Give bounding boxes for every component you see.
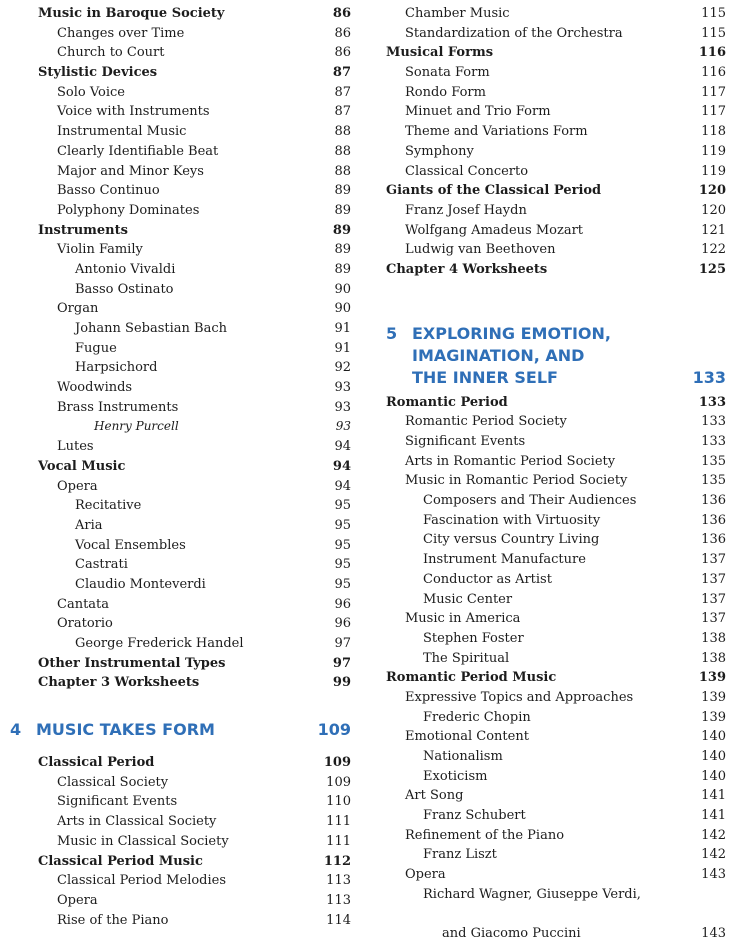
toc-entry	[38, 536, 351, 556]
toc-entry	[386, 668, 726, 688]
toc-entry	[386, 162, 726, 182]
toc-entry-title: Castrati	[75, 557, 128, 573]
toc-entry	[386, 747, 726, 767]
toc-entry-title: Stephen Foster	[423, 630, 524, 646]
toc-entry	[38, 832, 351, 852]
chapter-4-heading	[10, 719, 351, 741]
toc-entry-page: 86	[334, 45, 351, 61]
toc-entry-title: Vocal Music	[38, 458, 126, 474]
chapter-number: 4	[10, 720, 22, 740]
toc-entry	[38, 24, 351, 44]
toc-entry-title: City versus Country Living	[423, 532, 600, 548]
toc-entry-title: George Frederick Handel	[75, 636, 244, 651]
toc-entry	[38, 595, 351, 615]
toc-entry-page: 135	[701, 473, 726, 489]
toc-entry-page: 111	[326, 814, 351, 830]
toc-entry-page: 88	[334, 124, 351, 140]
toc-entry-page: 93	[335, 419, 351, 434]
toc-entry-page: 91	[334, 321, 351, 336]
chapter-page-number: 109	[317, 720, 351, 740]
toc-entry-title: Classical Period Melodies	[57, 873, 227, 889]
toc-entry-page: 109	[326, 774, 351, 790]
toc-entry-title: Brass Instruments	[57, 399, 179, 415]
toc-entry-page: 87	[332, 65, 351, 81]
toc-entry-title: Violin Family	[57, 242, 143, 258]
toc-entry-title: Arts in Classical Society	[57, 814, 217, 830]
toc-entry-title: Basso Ostinato	[75, 281, 174, 297]
toc-entry-title: Richard Wagner, Giuseppe Verdi,	[423, 886, 641, 902]
toc-entry-page: 138	[701, 630, 726, 646]
toc-entry	[38, 437, 351, 457]
toc-entry-page: 110	[326, 794, 351, 810]
toc-entry	[38, 162, 351, 182]
toc-entry-title: Classical Concerto	[405, 163, 529, 179]
toc-entry	[38, 911, 351, 931]
toc-entry-title: Art Song	[405, 788, 464, 804]
toc-entry	[38, 398, 351, 418]
toc-entry-title: Chapter 4 Worksheets	[386, 261, 548, 277]
toc-entry-title: Chapter 3 Worksheets	[38, 675, 200, 691]
toc-entry	[38, 871, 351, 891]
toc-entry-title: Aria	[75, 517, 103, 533]
chapter-page-number: 133	[692, 367, 726, 387]
toc-entry-page: 139	[698, 670, 726, 686]
toc-entry-title: Voice with Instruments	[57, 104, 210, 120]
toc-entry	[386, 688, 726, 708]
toc-entry	[38, 753, 351, 773]
toc-entry	[38, 417, 351, 437]
toc-entry-title: Rondo Form	[405, 84, 486, 100]
toc-entry-page: 119	[701, 143, 726, 159]
toc-entries-before	[38, 4, 351, 693]
toc-entry	[386, 826, 726, 846]
toc-entry-title: Music in Baroque Society	[38, 6, 225, 21]
toc-entry	[386, 649, 726, 669]
toc-entry-page: 143	[701, 925, 726, 941]
toc-entry-title: Fugue	[75, 340, 117, 356]
toc-entry-page: 96	[334, 616, 351, 632]
toc-entry-title: Rise of the Piano	[57, 912, 169, 928]
toc-entries-after	[386, 393, 726, 944]
toc-entry-page: 137	[701, 591, 726, 607]
toc-entry	[386, 393, 726, 413]
toc-entry-page: 88	[334, 143, 351, 159]
toc-entry-page: 97	[332, 655, 351, 671]
toc-entry-title: Cantata	[57, 596, 110, 612]
toc-entry	[38, 122, 351, 142]
toc-entry-title: Recitative	[75, 498, 142, 514]
toc-entry-title: Classical Period	[38, 755, 155, 771]
toc-entry-title: Church to Court	[57, 45, 165, 61]
toc-entry-page: 94	[334, 439, 351, 455]
toc-entry-title: Emotional Content	[405, 729, 529, 745]
toc-entry-page: 93	[334, 399, 351, 415]
toc-entry	[386, 432, 726, 452]
toc-entry	[386, 201, 726, 221]
toc-entry	[386, 240, 726, 260]
toc-entry	[386, 905, 726, 944]
toc-entry	[38, 280, 351, 300]
toc-left-column	[10, 4, 351, 930]
toc-entry-title: Frederic Chopin	[423, 709, 531, 725]
toc-entry	[386, 845, 726, 865]
toc-entry-page: 142	[701, 827, 726, 843]
toc-entry-page: 137	[701, 552, 726, 568]
toc-entry	[386, 260, 726, 280]
toc-entry	[386, 102, 726, 122]
chapter-title	[36, 719, 351, 741]
toc-entry-page: 140	[701, 729, 726, 745]
toc-entry-page: 95	[334, 498, 351, 514]
toc-entry	[38, 812, 351, 832]
toc-entry	[38, 240, 351, 260]
toc-entry-title: Nationalism	[423, 749, 503, 764]
toc-entry-page: 119	[701, 163, 726, 179]
toc-entry-title: Romantic Period Society	[405, 414, 567, 430]
toc-entry-title: Theme and Variations Form	[405, 124, 588, 140]
toc-entry-page: 116	[698, 45, 726, 61]
toc-entry-page: 140	[701, 768, 726, 784]
toc-entry-page: 121	[701, 222, 726, 238]
toc-entry-page: 89	[334, 183, 351, 199]
toc-entry-title: Classical Period Music	[38, 853, 203, 869]
toc-entry-page: 99	[332, 675, 351, 691]
toc-entry	[386, 471, 726, 491]
toc-entry-page: 95	[334, 557, 351, 573]
toc-entry-title: Harpsichord	[75, 360, 158, 376]
toc-entry	[38, 142, 351, 162]
toc-entry-title: Basso Continuo	[57, 183, 160, 199]
toc-entry-title: Franz Josef Haydn	[405, 202, 527, 218]
chapter-5-heading	[386, 323, 726, 389]
toc-entry-title: Classical Society	[57, 774, 169, 790]
toc-entry-title: Significant Events	[57, 794, 178, 810]
toc-entry-title: Organ	[57, 301, 99, 317]
toc-entry	[38, 43, 351, 63]
toc-entry-title: Henry Purcell	[94, 419, 179, 434]
toc-entry	[386, 727, 726, 747]
toc-entry-page: 113	[326, 892, 351, 908]
toc-entry-page: 115	[701, 6, 726, 21]
toc-entry	[386, 24, 726, 44]
toc-entry-title: Conductor as Artist	[423, 571, 552, 587]
toc-entry	[38, 477, 351, 497]
toc-entry	[386, 491, 726, 511]
toc-entry-title: Solo Voice	[57, 84, 126, 100]
toc-entry-page: 136	[701, 512, 726, 528]
chapter-title-line: MUSIC TAKES FORM	[36, 720, 215, 740]
toc-entry-title: Polyphony Dominates	[57, 202, 200, 218]
toc-entry-page: 94	[334, 478, 351, 494]
toc-entry	[386, 4, 726, 24]
toc-entry-title: Wolfgang Amadeus Mozart	[405, 222, 584, 238]
toc-entry-title: Vocal Ensembles	[75, 537, 186, 553]
toc-entry-title: Fascination with Virtuosity	[423, 512, 601, 528]
toc-entry	[386, 452, 726, 472]
toc-entry-title: Exoticism	[423, 768, 488, 784]
toc-entry-title: Sonata Form	[405, 65, 490, 81]
toc-entry-title: Arts in Romantic Period Society	[405, 453, 616, 469]
toc-entry-title: Minuet and Trio Form	[405, 104, 551, 120]
toc-entry-title: Romantic Period Music	[386, 670, 557, 686]
toc-entry-page: 117	[701, 84, 726, 100]
toc-entry-title: Opera	[57, 892, 98, 908]
toc-entry-page: 86	[332, 6, 351, 21]
toc-entry	[386, 43, 726, 63]
toc-entry	[386, 63, 726, 83]
toc-entry-page: 109	[323, 755, 351, 771]
toc-entry	[386, 142, 726, 162]
toc-entry	[38, 339, 351, 359]
toc-entry-page: 95	[334, 576, 351, 592]
toc-entry	[38, 614, 351, 634]
toc-entry-title: Johann Sebastian Bach	[75, 321, 227, 336]
toc-entry-title: Musical Forms	[386, 45, 494, 61]
toc-entry-page: 116	[701, 65, 726, 81]
toc-entry-title: Instrumental Music	[57, 124, 187, 140]
toc-right-column	[386, 4, 726, 944]
toc-entry-title: and Giacomo Puccini	[442, 925, 581, 941]
toc-entry-page: 139	[701, 709, 726, 725]
toc-entry-page: 125	[698, 261, 726, 277]
toc-entry	[38, 555, 351, 575]
toc-entry-title: Chamber Music	[405, 6, 510, 21]
toc-entry	[38, 457, 351, 477]
toc-entry	[38, 773, 351, 793]
toc-entry-page: 89	[332, 222, 351, 238]
toc-entry-title: Stylistic Devices	[38, 65, 158, 81]
toc-entry-page: 89	[334, 261, 351, 277]
toc-entry	[38, 4, 351, 24]
toc-entry-title: Composers and Their Audiences	[423, 493, 637, 509]
toc-entry-page: 114	[326, 912, 351, 928]
toc-entry-title: Instruments	[38, 222, 128, 238]
toc-entry	[38, 516, 351, 536]
toc-entry-title: Symphony	[405, 143, 474, 159]
toc-entry-page: 120	[698, 183, 726, 199]
toc-entry	[38, 319, 351, 339]
toc-entry-page: 133	[701, 434, 726, 449]
toc-entry-page: 113	[326, 873, 351, 889]
toc-entry	[38, 575, 351, 595]
toc-entry	[386, 83, 726, 103]
chapter-number: 5	[386, 323, 398, 343]
toc-entry-page: 89	[334, 242, 351, 258]
toc-entry-title: Music in America	[405, 611, 521, 627]
toc-entry-title: Lutes	[57, 439, 94, 455]
toc-entry-page: 91	[334, 340, 351, 356]
toc-entry-title: Opera	[57, 478, 98, 494]
toc-entry-title: Ludwig van Beethoven	[405, 242, 556, 258]
toc-entry-title: Antonio Vivaldi	[75, 261, 176, 277]
toc-entry-title: Music in Romantic Period Society	[405, 473, 628, 489]
toc-entry	[386, 786, 726, 806]
toc-entry-page: 139	[701, 689, 726, 705]
toc-entry	[386, 530, 726, 550]
toc-entry-page: 120	[701, 202, 726, 218]
toc-entry-page: 142	[701, 847, 726, 863]
toc-entry-title: The Spiritual	[423, 650, 510, 666]
toc-entry	[386, 885, 726, 905]
toc-entry-page: 122	[701, 242, 726, 258]
toc-entry-page: 137	[701, 611, 726, 627]
toc-entry	[38, 496, 351, 516]
toc-entry	[386, 806, 726, 826]
toc-entry-page: 89	[334, 202, 351, 218]
toc-entry-title: Music in Classical Society	[57, 833, 229, 849]
toc-entry-page: 141	[701, 808, 726, 824]
toc-entry-page: 138	[701, 650, 726, 666]
toc-entry-page: 90	[334, 301, 351, 317]
toc-entry	[38, 83, 351, 103]
toc-entry-title: Music Center	[423, 591, 513, 607]
toc-entry	[386, 412, 726, 432]
toc-entry-title: Franz Schubert	[423, 808, 526, 824]
toc-entry-page: 95	[334, 517, 351, 533]
toc-entry	[38, 634, 351, 654]
toc-entry-title: Oratorio	[57, 616, 113, 632]
toc-entry	[386, 609, 726, 629]
toc-entry	[38, 102, 351, 122]
toc-entry-page: 87	[334, 84, 351, 100]
toc-entry-page: 133	[698, 394, 726, 410]
toc-entry	[38, 221, 351, 241]
toc-entry	[38, 299, 351, 319]
toc-entry-title: Woodwinds	[57, 380, 133, 396]
toc-entry-page: 95	[334, 537, 351, 553]
toc-entry	[386, 590, 726, 610]
toc-entry-title: Other Instrumental Types	[38, 655, 226, 671]
toc-entry	[38, 63, 351, 83]
toc-entry	[38, 792, 351, 812]
toc-entry	[386, 708, 726, 728]
toc-entry-title: Franz Liszt	[423, 847, 497, 863]
toc-entry-title: Changes over Time	[57, 25, 185, 41]
toc-entry-page: 111	[326, 833, 351, 849]
toc-entry	[38, 891, 351, 911]
toc-entry-page: 112	[323, 853, 351, 869]
chapter-title-line: IMAGINATION, AND	[412, 345, 585, 365]
toc-entry-title: Refinement of the Piano	[405, 827, 565, 843]
toc-entry-title: Giants of the Classical Period	[386, 183, 602, 199]
toc-entry-page: 96	[334, 596, 351, 612]
toc-entry-page: 94	[332, 458, 351, 474]
toc-entry-page: 137	[701, 571, 726, 587]
toc-entry-title: Romantic Period	[386, 394, 508, 410]
toc-entry-page: 117	[701, 104, 726, 120]
toc-entry-title: Significant Events	[405, 434, 526, 449]
toc-entry	[38, 260, 351, 280]
toc-entry-title: Standardization of the Orchestra	[405, 25, 623, 41]
toc-entry-page: 90	[334, 281, 351, 297]
toc-entry-title: Expressive Topics and Approaches	[405, 689, 634, 705]
toc-entry	[386, 550, 726, 570]
toc-entry-page: 141	[701, 788, 726, 804]
chapter-title	[412, 323, 726, 389]
toc-entry-page: 88	[334, 163, 351, 179]
toc-entry-title: Opera	[405, 867, 446, 883]
toc-entry-page: 115	[701, 25, 726, 41]
toc-entry	[386, 865, 726, 885]
toc-entry	[38, 654, 351, 674]
toc-entry	[386, 181, 726, 201]
toc-entry-page: 140	[701, 749, 726, 764]
toc-entry	[386, 221, 726, 241]
toc-entry-page: 133	[701, 414, 726, 430]
toc-entries-before	[386, 4, 726, 280]
toc-entry	[38, 201, 351, 221]
chapter-title-line: EXPLORING EMOTION,	[412, 323, 611, 343]
toc-entry	[38, 673, 351, 693]
toc-entry-page: 97	[334, 636, 351, 651]
toc-entry-title: Instrument Manufacture	[423, 552, 586, 568]
toc-entry-page: 93	[334, 380, 351, 396]
toc-entry	[386, 629, 726, 649]
toc-entry	[386, 511, 726, 531]
toc-entry-title: Clearly Identifiable Beat	[57, 143, 219, 159]
toc-entry-page: 135	[701, 453, 726, 469]
toc-entry	[38, 358, 351, 378]
toc-entries-after	[38, 753, 351, 930]
toc-entry-page: 136	[701, 532, 726, 548]
chapter-title-line: THE INNER SELF	[412, 367, 558, 387]
toc-entry-title: Major and Minor Keys	[57, 163, 204, 179]
toc-entry	[386, 570, 726, 590]
toc-entry	[38, 852, 351, 872]
toc-entry-page: 86	[334, 25, 351, 41]
toc-entry-page: 118	[701, 124, 726, 140]
toc-entry	[38, 181, 351, 201]
toc-entry-title: Claudio Monteverdi	[75, 576, 206, 592]
toc-entry-page: 143	[701, 867, 726, 883]
toc-entry-page: 92	[334, 360, 351, 376]
toc-entry-page: 136	[701, 493, 726, 509]
toc-entry	[386, 767, 726, 787]
toc-entry	[386, 122, 726, 142]
toc-entry-page: 87	[334, 104, 351, 120]
toc-entry	[38, 378, 351, 398]
